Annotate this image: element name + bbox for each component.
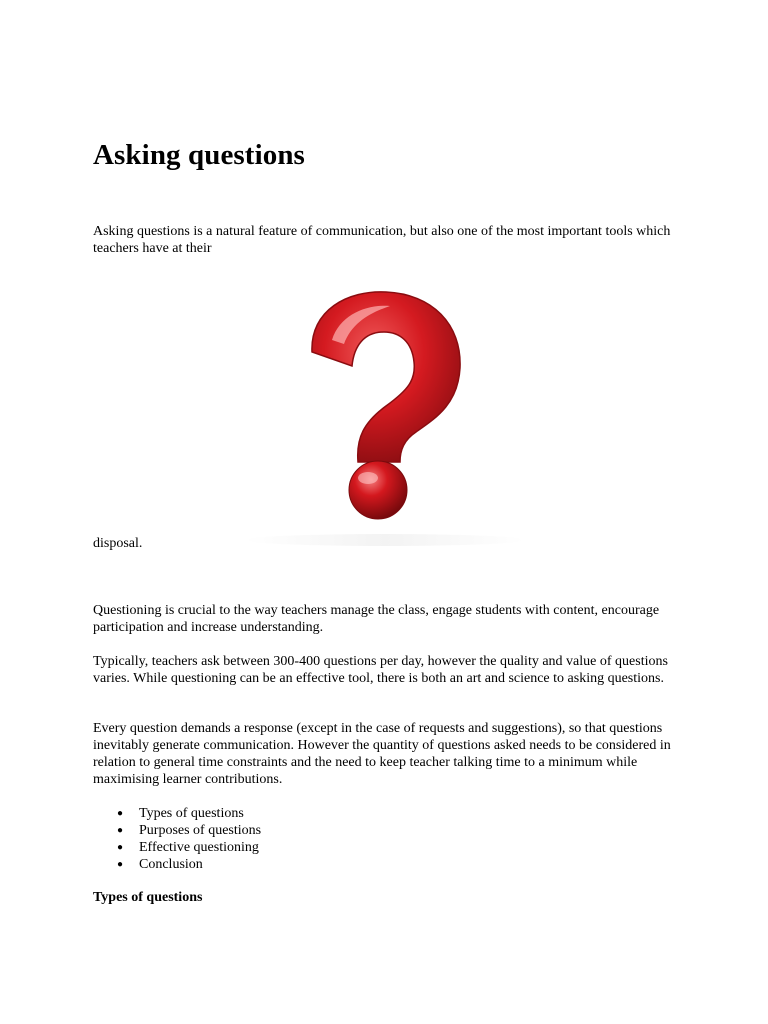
- crucial-paragraph: Questioning is crucial to the way teachers manage the class, engage students with content, encourage participation and increase understanding.: [93, 603, 660, 635]
- typical-paragraph: Typically, teachers ask between 300-400 questions per day, however the quality and value of questions varies. While questioning can be an effective tool, there is both an art and science to asking questions.: [93, 654, 668, 686]
- topic-item-label: Effective questioning: [139, 840, 259, 855]
- topic-item-label: Purposes of questions: [139, 823, 262, 838]
- topic-item-types: [93, 805, 261, 822]
- bullet-icon: ●: [117, 825, 124, 836]
- bullet-icon: ●: [117, 859, 124, 870]
- bullet-icon: ●: [117, 842, 124, 853]
- topic-list: [93, 805, 261, 873]
- topic-item-effective: [93, 839, 261, 856]
- disposal-text: disposal.: [93, 536, 143, 551]
- page-title: Asking questions: [93, 139, 305, 171]
- question-mark-icon: [240, 282, 530, 550]
- section-heading-types: Types of questions: [93, 890, 203, 905]
- bullet-icon: ●: [117, 808, 124, 819]
- topic-item-purposes: [93, 822, 261, 839]
- every-question-paragraph: Every question demands a response (except in the case of requests and suggestions), so that questions inevitably generate communication. However the quantity of questions asked needs to be considered in relation to general time constraints and the need to keep teacher talking time to a minimum while maximising learner contributions.: [93, 721, 671, 787]
- topic-item-label: Types of questions: [139, 806, 244, 821]
- topic-item-label: Conclusion: [139, 857, 203, 872]
- topic-item-conclusion: [93, 856, 261, 873]
- question-mark-image: [240, 282, 530, 550]
- intro-paragraph: Asking questions is a natural feature of communication, but also one of the most important tools which teachers have at their: [93, 224, 671, 256]
